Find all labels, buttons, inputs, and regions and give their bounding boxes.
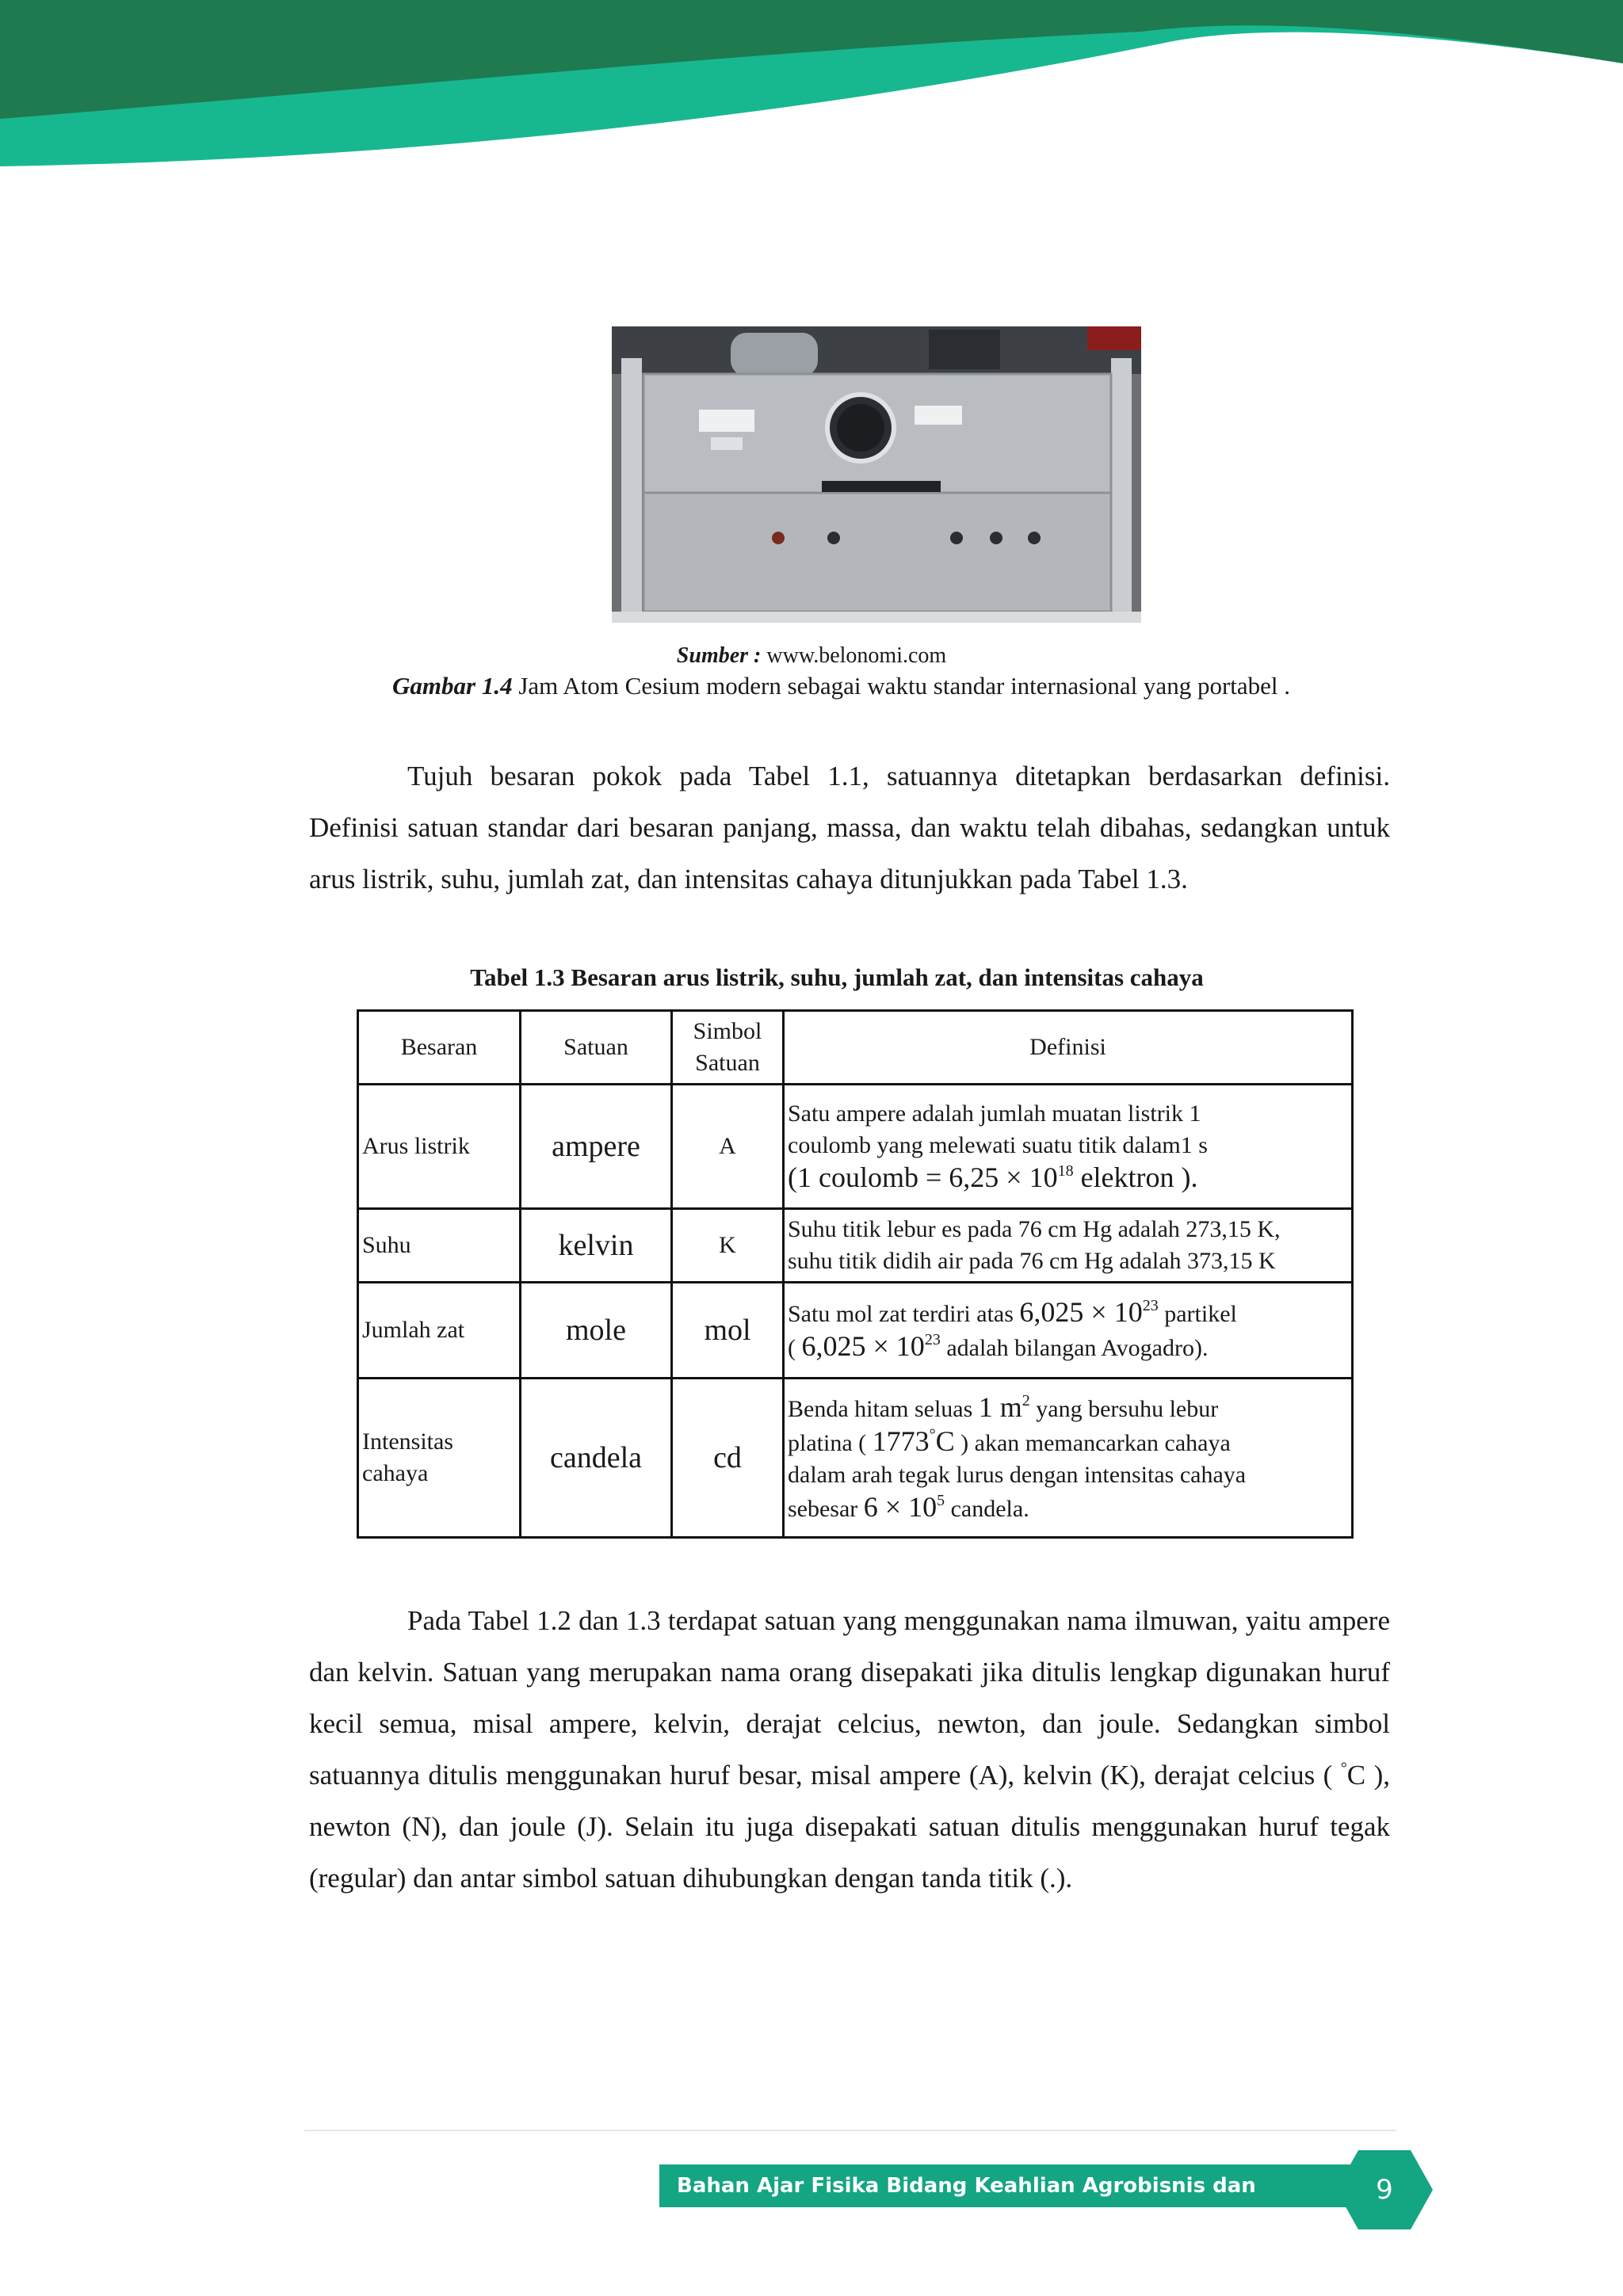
header-simbol-line2: Satuan [695, 1050, 760, 1076]
cell-simbol: cd [672, 1379, 784, 1538]
cell-definisi [784, 1085, 1353, 1209]
def-tail: candela. [945, 1495, 1029, 1522]
paragraph-intro [309, 750, 1390, 905]
def-line [788, 1391, 1348, 1425]
besaran-line1: Intensitas [362, 1428, 453, 1455]
def-sup: 23 [924, 1331, 941, 1348]
table-header-row [358, 1011, 1353, 1085]
def-tail: yang bersuhu lebur [1029, 1395, 1219, 1422]
degree-sign: ° [1340, 1760, 1347, 1777]
def-text: Benda hitam seluas [788, 1395, 979, 1422]
cell-besaran [358, 1379, 521, 1538]
def-line [788, 1491, 1348, 1525]
cell-besaran: Jumlah zat [358, 1283, 521, 1379]
def-sup: 2 [1022, 1391, 1030, 1409]
source-label: Sumber : [676, 643, 762, 668]
def-line: dalam arah tegak lurus dengan intensitas cahaya [788, 1461, 1247, 1488]
def-math: 6,025 × 10 [801, 1330, 925, 1362]
def-tail: elektron ). [1073, 1161, 1198, 1193]
cell-simbol: mol [672, 1283, 784, 1379]
table-title: Tabel 1.3 Besaran arus listrik, suhu, jumlah zat, dan intensitas cahaya [470, 963, 1204, 991]
para2-unit: C [1346, 1760, 1366, 1791]
caption-text: Jam Atom Cesium modern sebagai waktu standar internasional yang portabel . [512, 672, 1291, 700]
def-tail: ) akan memancarkan cahaya [954, 1429, 1231, 1456]
cell-definisi [784, 1209, 1353, 1283]
def-math: 1 m [978, 1390, 1022, 1423]
cell-besaran: Suhu [358, 1209, 521, 1283]
def-line [788, 1296, 1348, 1330]
cell-satuan: mole [521, 1283, 672, 1379]
header-simbol [672, 1011, 784, 1085]
para2-before: Pada Tabel 1.2 dan 1.3 terdapat satuan yang menggunakan nama ilmuwan, yaitu ampere dan kelvin. Satuan yang merupakan nama orang disepakati jika ditulis lengkap digunakan huruf kecil semua, misal ampere, kelvin, derajat celcius, newton, dan joule. Sedangkan simbol satuannya ditulis menggunakan huruf besar, misal ampere (A), kelvin (K), derajat celcius ( [309, 1605, 1390, 1791]
footer-divider [304, 2130, 1396, 2131]
units-table [357, 1009, 1354, 1539]
header-definisi: Definisi [784, 1011, 1353, 1085]
figure-caption [392, 672, 1290, 700]
cell-definisi [784, 1283, 1353, 1379]
table-row [358, 1283, 1353, 1379]
def-line: Satu ampere adalah jumlah muatan listrik 1 [788, 1100, 1201, 1127]
table-row [358, 1379, 1353, 1538]
def-line: suhu titik didih air pada 76 cm Hg adalah 373,15 K [788, 1248, 1276, 1274]
def-text: sebesar [788, 1495, 864, 1522]
caption-label: Gambar 1.4 [392, 672, 513, 700]
def-sup: 23 [1142, 1297, 1159, 1314]
para2-after: ), newton (N), dan joule (J). Selain itu juga disepakati satuan ditulis menggunakan huruf tegak (regular) dan antar simbol satuan dihubungkan dengan tanda titik (.). [309, 1760, 1390, 1894]
def-sup: ° [929, 1425, 936, 1444]
cell-simbol: K [672, 1209, 784, 1283]
def-math: 6 × 10 [863, 1490, 938, 1523]
def-text: ( [788, 1335, 802, 1361]
cesium-clock-photo [612, 326, 1141, 623]
def-line: coulomb yang melewati suatu titik dalam1 s [788, 1131, 1208, 1158]
page-number: 9 [1376, 2174, 1393, 2206]
paragraph-units-naming [309, 1595, 1390, 1904]
def-line [788, 1330, 1348, 1364]
cell-satuan: candela [521, 1379, 672, 1538]
header-satuan: Satuan [521, 1011, 672, 1085]
def-tail: partikel [1158, 1301, 1237, 1327]
cell-satuan: kelvin [521, 1209, 672, 1283]
table-row [358, 1085, 1353, 1209]
cell-definisi [784, 1379, 1353, 1538]
def-unit: C [935, 1425, 955, 1457]
cell-satuan: ampere [521, 1085, 672, 1209]
def-sup: 18 [1057, 1161, 1074, 1180]
cell-simbol: A [672, 1085, 784, 1209]
source-text: www.belonomi.com [761, 643, 947, 668]
def-line: Suhu titik lebur es pada 76 cm Hg adalah 273,15 K, [788, 1216, 1281, 1242]
footer-title: Bahan Ajar Fisika Bidang Keahlian Agrobisnis dan Agroteknologi [659, 2164, 1357, 2207]
figure-source [0, 643, 1623, 669]
def-math: (1 coulomb = 6,25 × 10 [788, 1161, 1058, 1193]
def-line [788, 1425, 1348, 1459]
table-row [358, 1209, 1353, 1283]
cell-besaran: Arus listrik [358, 1085, 521, 1209]
def-line [788, 1161, 1348, 1196]
header-simbol-line1: Simbol [693, 1018, 762, 1044]
paragraph-intro-text: Tujuh besaran pokok pada Tabel 1.1, satuannya ditetapkan berdasarkan definisi. Definisi satuan standar dari besaran panjang, massa, dan waktu telah dibahas, sedangkan untuk arus listrik, suhu, jumlah zat, dan intensitas cahaya ditunjukkan pada Tabel 1.3. [309, 761, 1390, 894]
def-text: platina ( [788, 1429, 873, 1456]
besaran-line2: cahaya [362, 1460, 429, 1486]
def-tail: adalah bilangan Avogadro). [940, 1335, 1209, 1361]
def-math: 6,025 × 10 [1019, 1296, 1143, 1328]
def-math: 1773 [872, 1425, 930, 1457]
def-sup: 5 [937, 1491, 945, 1509]
header-band [0, 0, 1623, 174]
header-besaran: Besaran [358, 1011, 521, 1085]
def-text: Satu mol zat terdiri atas [788, 1301, 1020, 1327]
